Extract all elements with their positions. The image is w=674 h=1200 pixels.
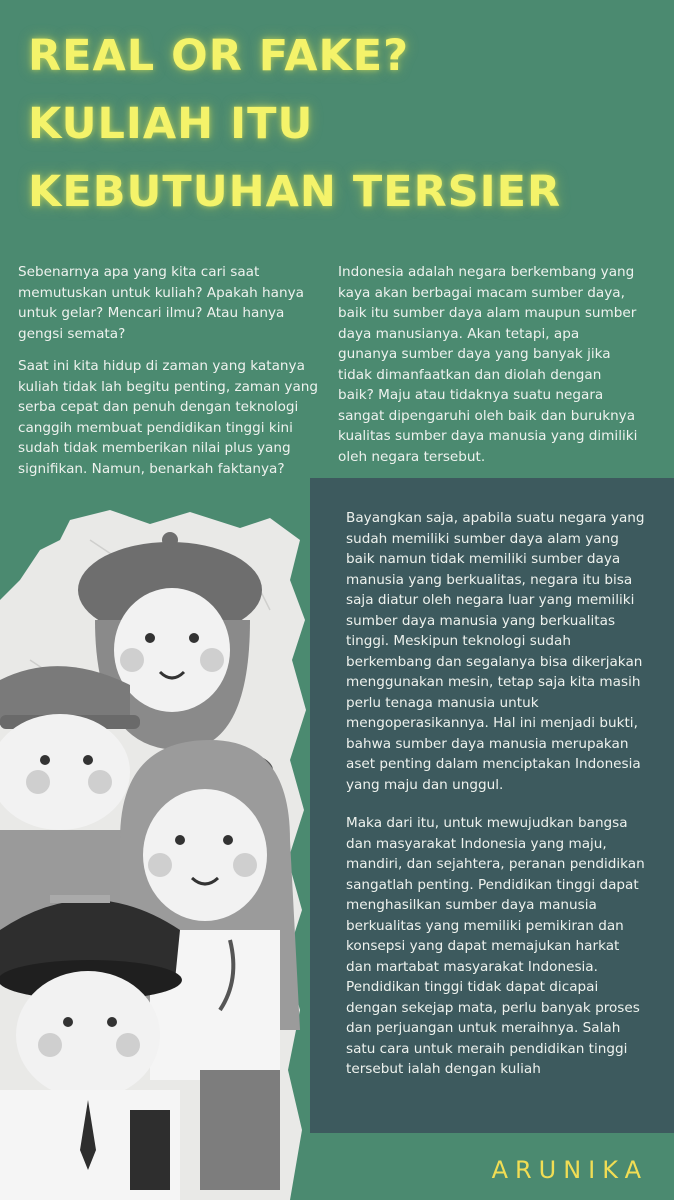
dark-paragraph-2: Maka dari itu, untuk mewujudkan bangsa dan masyarakat Indonesia yang maju, mandiri, dan sejahtera, peranan pendidikan sangatlah penting. Pendidikan tinggi dapat menghasilkan sumber daya manusia berkualitas yang memiliki pemikiran dan konsepsi yang dapat memajukan harkat dan martabat masyarakat Indonesia. Pendidikan tinggi tidak dapat dicapai dengan sekejap mata, perlu banyak proses dan perjuangan untuk meraihnya. Salah satu cara untuk meraih pendidikan tinggi tersebut ialah dengan kuliah bbox=[346, 815, 645, 1077]
right-paragraph-1: Indonesia adalah negara berkembang yang kaya akan berbagai macam sumber daya, baik itu sumber daya alam maupun sumber daya manusianya. Akan tetapi, apa gunanya sumber daya yang banyak jika tidak dimanfaatkan dan diolah dengan baik? Maju atau tidaknya suatu negara sangat dipengaruhi oleh baik dan buruknya kualitas sumber daya manusia yang dimiliki oleh negara tersebut. bbox=[338, 264, 638, 465]
left-paragraph-2: Saat ini kita hidup di zaman yang katanya kuliah tidak lah begitu penting, zaman yang serba cepat dan penuh dengan teknologi canggih membuat pendidikan tinggi kini sudah tidak memberikan nilai plus yang signifikan. Namun, benarkah faktanya? bbox=[18, 358, 319, 477]
dark-panel-text bbox=[346, 508, 646, 1098]
left-paragraph-1: Sebenarnya apa yang kita cari saat memutuskan untuk kuliah? Apakah hanya untuk gelar? Mencari ilmu? Atau hanya gengsi semata? bbox=[18, 264, 304, 342]
pilot-figure-icon bbox=[0, 895, 182, 1200]
left-column bbox=[18, 262, 323, 491]
headline-line-3: KEBUTUHAN TERSIER bbox=[28, 167, 562, 217]
brand-logo: ARUNIKA bbox=[491, 1156, 648, 1184]
dark-paragraph-1: Bayangkan saja, apabila suatu negara yang sudah memiliki sumber daya alam yang baik namun tidak memiliki sumber daya manusia yang berkualitas, negara itu bisa saja diatur oleh negara luar yang memiliki sumber daya manusia yang berkualitas tinggi. Meskipun teknologi sudah berkembang dan segalanya bisa dikerjakan menggunakan mesin, tetap saja kita masih perlu tenaga manusia untuk mengoperasikannya. Hal ini menjadi bukti, bahwa sumber daya manusia merupakan aset penting dalam menciptakan Indonesia yang maju dan unggul. bbox=[346, 510, 645, 793]
professions-illustration-icon bbox=[0, 510, 312, 1200]
right-column bbox=[338, 262, 638, 479]
headline bbox=[28, 22, 658, 226]
headline-line-1: REAL OR FAKE? bbox=[28, 31, 410, 81]
headline-line-2: KULIAH ITU bbox=[28, 99, 314, 149]
